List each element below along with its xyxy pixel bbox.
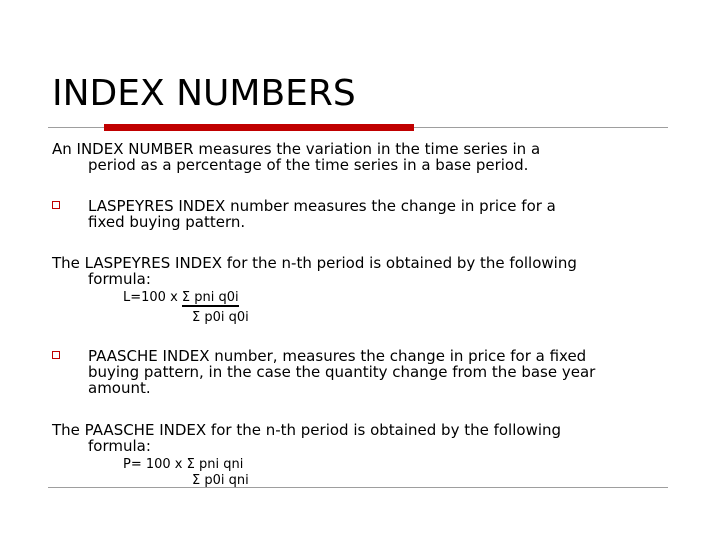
bullet-paasche-text: PAASCHE INDEX number, measures the change in price for a fixed buying pattern, in the case the quantity change from the base year amount. [88,347,596,397]
laspeyres-formula [123,290,239,307]
paasche-formula-intro [52,422,672,454]
paasche-formula [123,457,243,473]
paasche-formula-denominator: Σ p0i qni [192,473,249,488]
laspeyres-formula-prefix: L=100 x [123,290,182,305]
paasche-intro-line-1: The PAASCHE INDEX for the n-th period is obtained by the following [52,421,562,439]
slide-title: INDEX NUMBERS [52,73,356,114]
title-accent-bar [104,124,414,131]
intro-line-2: period as a percentage of the time series in a base period. [88,156,529,174]
laspeyres-formula-numerator: Σ pni q0i [181,290,239,305]
hollow-square-bullet-icon [52,351,60,359]
laspeyres-intro-line-2: formula: [88,270,151,288]
paasche-intro-line-2: formula: [88,437,151,455]
intro-paragraph [52,141,672,173]
intro-line-1: An INDEX NUMBER measures the variation in the time series in a [52,140,541,158]
bullet-laspeyres-text: LASPEYRES INDEX number measures the change in price for a fixed buying pattern. [88,197,556,231]
laspeyres-formula-intro [52,255,672,287]
bullet-paasche [52,348,672,396]
laspeyres-intro-line-1: The LASPEYRES INDEX for the n-th period is obtained by the following [52,254,577,272]
bullet-laspeyres [52,198,672,230]
paasche-formula-prefix: P= 100 x [123,457,187,472]
hollow-square-bullet-icon [52,201,60,209]
paasche-formula-numerator: Σ pni qni [186,457,244,472]
formula-divider-rule [48,487,668,488]
laspeyres-formula-denominator: Σ p0i q0i [192,310,249,325]
